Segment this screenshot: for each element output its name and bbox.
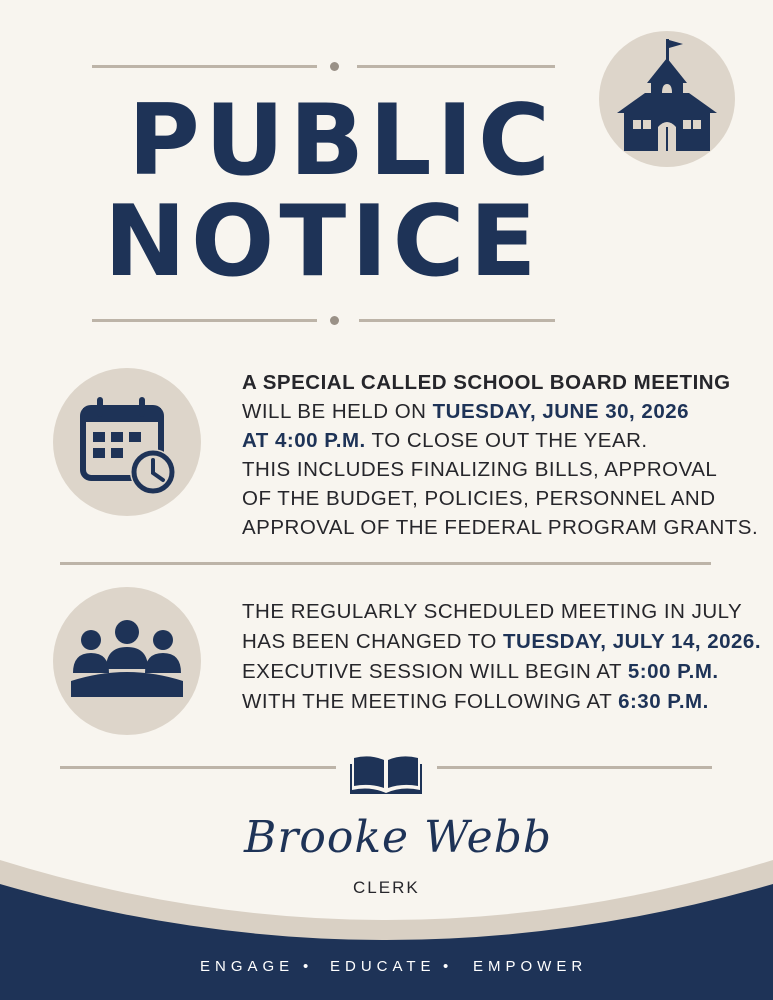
regular-meeting-date: TUESDAY, JULY 14, 2026. [503,630,762,653]
regular-meeting-line3: EXECUTIVE SESSION WILL BEGIN AT [242,660,628,683]
people-badge [53,587,201,735]
footer-word-engage: ENGAGE [200,958,295,975]
clerk-title: CLERK [353,878,420,897]
notice-title-line1: PUBLIC [128,84,555,198]
regular-meeting-line1: THE REGULARLY SCHEDULED MEETING IN JULY [242,600,743,623]
special-meeting-time: AT 4:00 P.M. [242,429,366,452]
title-rule-right [359,319,555,322]
regular-meeting-text [242,597,761,717]
footer-separator-2: • [443,958,454,975]
footer-separator-1: • [303,958,314,975]
footer-word-empower: EMPOWER [473,958,588,975]
people-meeting-icon [53,587,201,735]
calendar-clock-icon [53,368,201,516]
section-divider [60,562,711,565]
title-rule-left [92,319,317,322]
regular-meeting-line2: HAS BEEN CHANGED TO [242,630,503,653]
special-meeting-line4: THIS INCLUDES FINALIZING BILLS, APPROVAL [242,458,718,481]
special-meeting-text [242,368,758,542]
special-meeting-line2: WILL BE HELD ON [242,400,433,423]
special-meeting-line5: OF THE BUDGET, POLICIES, PERSONNEL AND [242,487,716,510]
executive-session-time: 5:00 P.M. [627,660,719,683]
top-rule-right [357,65,555,68]
title-rule-dot [330,316,339,325]
calendar-badge [53,368,201,516]
open-book-icon [348,752,424,796]
special-meeting-date: TUESDAY, JUNE 30, 2026 [432,400,690,423]
special-meeting-line6: APPROVAL OF THE FEDERAL PROGRAM GRANTS. [242,516,759,539]
special-meeting-line3: TO CLOSE OUT THE YEAR. [365,429,648,452]
regular-meeting-line4: WITH THE MEETING FOLLOWING AT [242,690,619,713]
schoolhouse-badge [599,31,735,167]
notice-title-line2: NOTICE [104,185,542,299]
book-rule-right [437,766,712,769]
meeting-time: 6:30 P.M. [618,690,709,713]
special-meeting-heading: A SPECIAL CALLED SCHOOL BOARD MEETING [242,371,731,394]
clerk-signature: Brooke Webb [244,812,553,863]
footer-word-educate: EDUCATE [330,958,436,975]
top-rule-dot [330,62,339,71]
book-rule-left [60,766,336,769]
top-rule-left [92,65,317,68]
schoolhouse-icon [599,31,735,167]
